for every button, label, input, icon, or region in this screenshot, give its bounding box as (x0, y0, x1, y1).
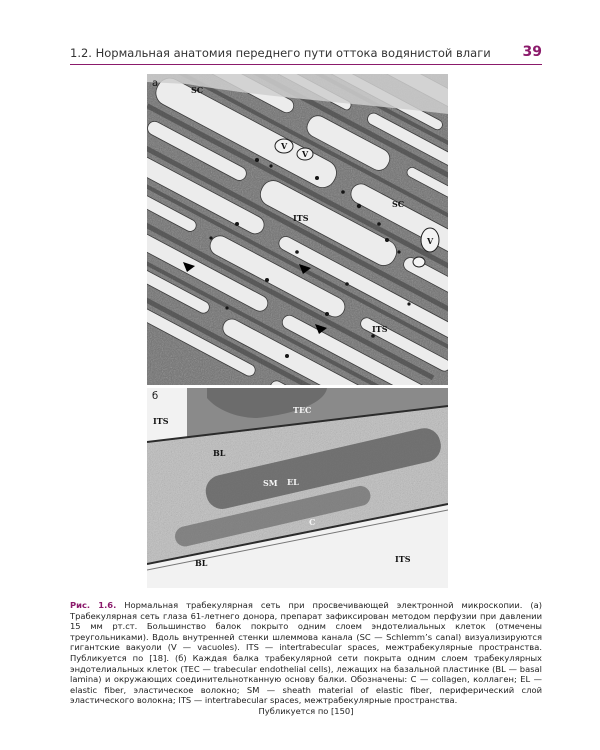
caption-last-line: Публикуется по [150] (258, 705, 354, 716)
label-c: C (309, 517, 316, 527)
label-bl-bottom: BL (195, 558, 208, 568)
label-sc-right: SC (392, 199, 405, 209)
label-its-bottom: ITS (372, 324, 388, 334)
label-its-bottom: ITS (395, 554, 411, 564)
header-title: 1.2. Нормальная анатомия переднего пути оттока водянистой влаги (70, 46, 491, 60)
figure-b-micrograph (147, 388, 448, 588)
header-rule (70, 64, 542, 65)
label-its-center: ITS (293, 213, 309, 223)
label-its-top: ITS (153, 416, 169, 426)
page-number: 39 (522, 44, 542, 60)
label-v2: V (302, 149, 309, 159)
caption-label: Рис. 1.6. (70, 600, 117, 610)
caption-body: Нормальная трабекулярная сеть при просвечивающей электронной микроскопии. (а) Трабекулярная сеть глаза 61-летнего донора, препарат зафиксирован методом перфузии при давлении 15 мм рт.ст. Большинство балок покрыто одним слоем эндотелиальных клеток (отмечены треугольниками). Вдоль внутренней стенки шлеммова канала (SC — Schlemm’s canal) визуализируются гигантские вакуоли (V — vacuoles). ITS — intertrabecular spaces, межтрабекулярные пространства. Публикуется по [18]. (б) Каждая балка трабекулярной сети покрыта одним слоем трабекулярных эндотелиальных клеток (TEC — trabecular endothelial cells), лежащих на базальной пластинке (BL — basal lamina) и окружающих соединительнотканную основу балки. Обозначены: C — collagen, коллаген; EL — elastic fiber, эластическое волокно; SM — sheath material of elastic fiber, периферический слой эластического волокна; ITS — intertrabecular spaces, межтрабекулярные пространства. (70, 600, 543, 706)
label-v1: V (281, 141, 288, 151)
label-bl-top: BL (213, 448, 226, 458)
figure-b-svg (147, 388, 448, 588)
figure-a-panel-label: а (152, 78, 159, 89)
running-header (70, 46, 542, 60)
figure-a-svg (147, 74, 448, 385)
figure-a-micrograph (147, 74, 448, 385)
label-v3: V (427, 236, 434, 246)
label-el: EL (287, 477, 299, 487)
label-tec: TEC (293, 405, 312, 415)
label-sm: SM (263, 478, 278, 488)
figure-b-panel-label: б (152, 391, 159, 402)
figure-caption (70, 600, 542, 717)
label-sc-top: SC (191, 85, 204, 95)
